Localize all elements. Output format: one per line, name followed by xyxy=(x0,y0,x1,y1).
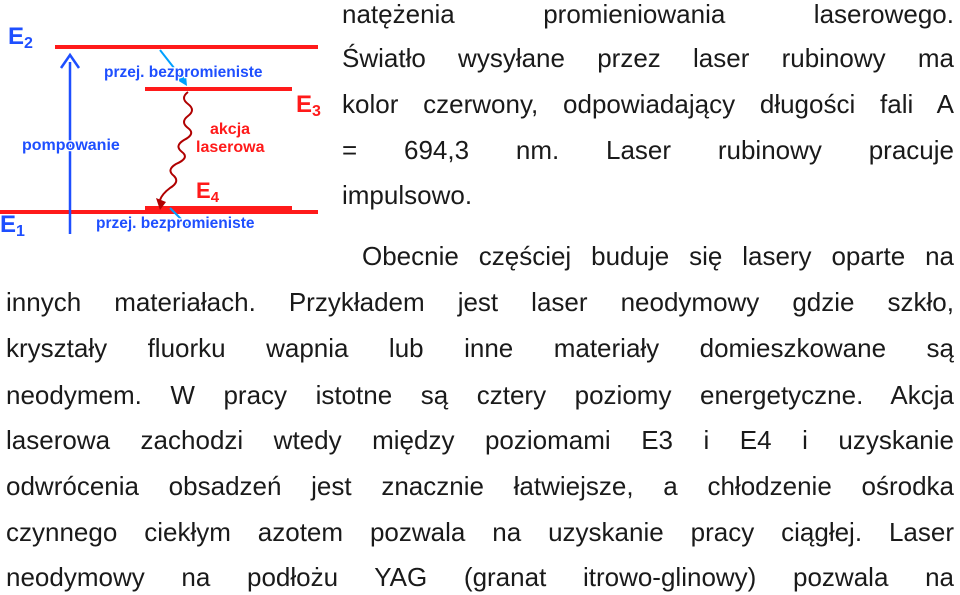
text-line: neodymowy na podłożu YAG (granat itrowo-glinowy) pozwala na xyxy=(6,562,954,592)
text-line: neodymem. W pracy istotne są cztery poziomy energetyczne. Akcja xyxy=(6,380,954,410)
label-lasing-1: akcja xyxy=(210,121,251,138)
label-e1: E1 xyxy=(0,211,25,240)
text-line: kolor czerwony, odpowiadający długości fali A xyxy=(342,89,954,119)
text-line: natężenia promieniowania laserowego. xyxy=(342,0,954,29)
energy-level-diagram xyxy=(0,0,330,245)
label-nonrad-lower: przej. bezpromieniste xyxy=(96,215,255,232)
text-line: Światło wysyłane przez laser rubinowy ma xyxy=(342,43,954,73)
lasing-wave xyxy=(160,92,192,200)
text-line: kryształy fluorku wapnia lub inne materiały domieszkowane są xyxy=(6,333,954,363)
label-lasing-2: laserowa xyxy=(196,139,265,156)
label-e4: E4 xyxy=(196,178,220,206)
text-line: Obecnie częściej buduje się lasery oparte na xyxy=(362,241,954,271)
text-line: = 694,3 nm. Laser rubinowy pracuje xyxy=(342,135,954,165)
label-e2: E2 xyxy=(8,23,33,52)
label-pumping: pompowanie xyxy=(22,137,120,154)
text-line: czynnego ciekłym azotem pozwala na uzyskanie pracy ciągłej. Laser xyxy=(6,517,954,547)
label-e3: E3 xyxy=(296,91,321,120)
text-line: innych materiałach. Przykładem jest laser neodymowy gdzie szkło, xyxy=(6,287,954,317)
text-line: laserowa zachodzi wtedy między poziomami E3 i E4 i uzyskanie xyxy=(6,425,954,455)
text-line: odwrócenia obsadzeń jest znacznie łatwiejsze, a chłodzenie ośrodka xyxy=(6,471,954,501)
label-nonrad-upper: przej. bezpromieniste xyxy=(104,64,263,81)
text-line: impulsowo. xyxy=(342,180,473,210)
